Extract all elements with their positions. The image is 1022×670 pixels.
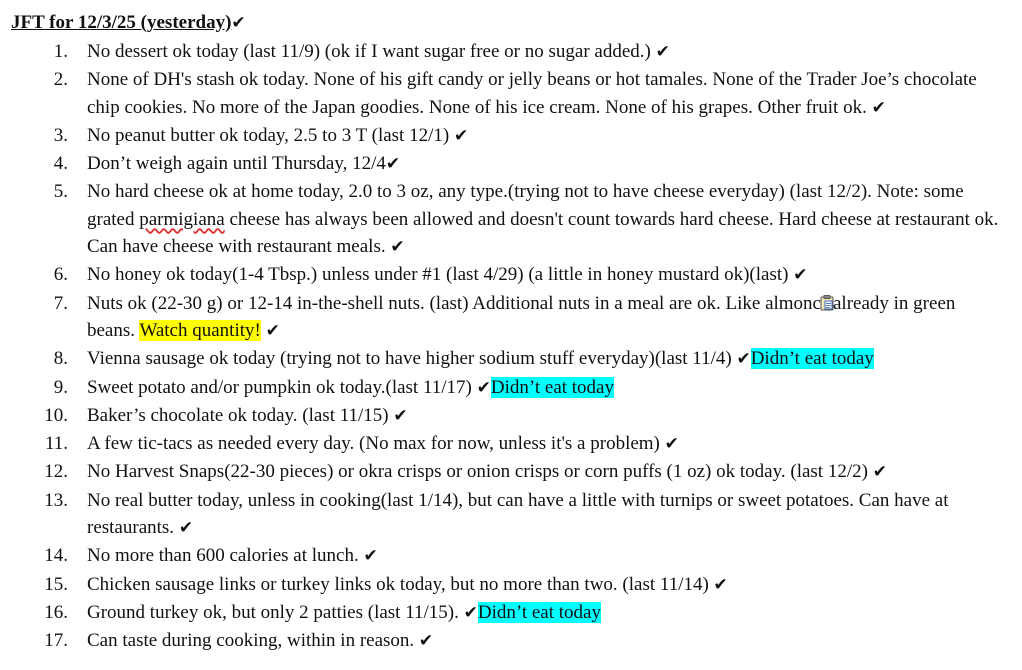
list-item [0,178,1022,261]
item-text: Can taste during cooking, within in reason. [87,630,415,652]
list-item [0,122,1022,150]
item-number: 10. [44,404,68,426]
item-text: cheese has always been allowed and doesn't count towards hard cheese. Hard cheese at restaurant ok. Can have cheese with restaurant meals. [87,208,999,258]
list-item [0,571,1022,599]
item-number: 15. [44,573,68,595]
list-item [0,430,1022,458]
check-icon: ✔ [736,349,751,370]
item-number: 4. [53,153,68,175]
check-icon: ✔ [231,13,246,33]
highlight-note: Didn’t eat today [477,601,601,623]
check-icon: ✔ [463,602,478,623]
item-text: already in green beans. [87,292,956,341]
item-text: No real butter today, unless in cooking(last 1/14), but can have a little with turnips or sweet potatoes. Can have at restaurants. [87,489,949,539]
item-text: No Harvest Snaps(22-30 pieces) or okra crisps or onion crisps or corn puffs (1 oz) ok today. (last 12/2) [87,461,868,483]
highlight-note: Didn’t eat today [490,376,614,398]
item-number: 6. [53,264,68,286]
title-text: JFT for 12/3/25 (yesterday) [11,12,232,33]
item-number: 16. [44,601,68,623]
check-icon: ✔ [393,405,408,426]
check-icon: ✔ [390,237,405,258]
check-icon: ✔ [453,125,469,146]
check-icon: ✔ [385,154,401,175]
item-number: 5. [53,181,68,203]
check-icon: ✔ [713,574,728,595]
document-title [11,10,246,36]
list-item [0,38,1022,66]
clipboard-icon[interactable] [820,292,834,308]
check-icon: ✔ [363,546,378,567]
item-text: No more than 600 calories at lunch. [87,545,359,567]
check-icon: ✔ [871,97,886,118]
list-item [0,290,1022,346]
item-number: 7. [53,292,68,314]
item-number: 9. [53,376,68,398]
misspelled-word[interactable]: parmigiana [139,208,225,230]
list-item [0,458,1022,486]
list-item [0,66,1022,122]
item-text: No peanut butter ok today, 2.5 to 3 T (last 12/1) [87,124,450,146]
item-text: None of DH's stash ok today. None of his gift candy or jelly beans or hot tamales. None of the Trader Joe’s chocolate chip cookies. No more of the Japan goodies. None of his ice cream. None of his grapes. Other fruit ok. [87,69,977,118]
item-text: No honey ok today(1-4 Tbsp.) unless under #1 (last 4/29) (a little in honey mustard ok)(last) [87,264,789,286]
list-item [0,402,1022,430]
check-icon: ✔ [265,320,280,341]
item-number: 17. [44,630,68,652]
item-number: 12. [44,461,68,483]
food-rules-list [0,38,1022,656]
item-number: 14. [44,545,68,567]
check-icon: ✔ [793,265,808,286]
check-icon: ✔ [872,462,887,483]
item-text: Baker’s chocolate ok today. (last 11/15) [87,404,389,426]
check-icon: ✔ [655,42,670,62]
check-icon: ✔ [178,518,194,539]
check-icon: ✔ [664,434,679,455]
item-text: Chicken sausage links or turkey links ok today, but no more than two. (last 11/14) [87,573,709,595]
list-item [0,542,1022,570]
item-number: 2. [53,69,68,91]
check-icon: ✔ [476,377,491,398]
list-item [0,261,1022,289]
list-item [0,487,1022,543]
item-number: 1. [53,41,68,62]
list-item [0,627,1022,655]
item-text: Vienna sausage ok today (trying not to have higher sodium stuff everyday)(last 11/4) [87,348,732,370]
item-number: 13. [44,489,68,511]
item-number: 3. [53,124,68,146]
list-item [0,150,1022,178]
item-text: No dessert ok today (last 11/9) (ok if I want sugar free or no sugar added.) [87,41,651,62]
item-text: Ground turkey ok, but only 2 patties (last 11/15). [87,601,459,623]
item-text: No hard cheese ok at home today, 2.0 to 3 oz, any type.(trying not to have cheese everyday) (last 12/2). Note: some grated [87,181,964,230]
item-text: Nuts ok (22-30 g) or 12-14 in-the-shell nuts. (last) Additional nuts in a meal are ok. Like almonc [87,292,821,314]
list-item [0,345,1022,373]
item-text: Don’t weigh again until Thursday, 12/4 [87,153,386,175]
item-text: Sweet potato and/or pumpkin ok today.(last 11/17) [87,376,472,398]
list-item [0,374,1022,402]
item-number: 11. [44,433,68,455]
highlight-note: Didn’t eat today [750,348,874,370]
highlight-note: Watch quantity! [139,319,261,341]
item-text: A few tic-tacs as needed every day. (No max for now, unless it's a problem) [87,433,660,455]
check-icon: ✔ [418,631,434,652]
item-number: 8. [53,348,68,370]
list-item [0,599,1022,627]
